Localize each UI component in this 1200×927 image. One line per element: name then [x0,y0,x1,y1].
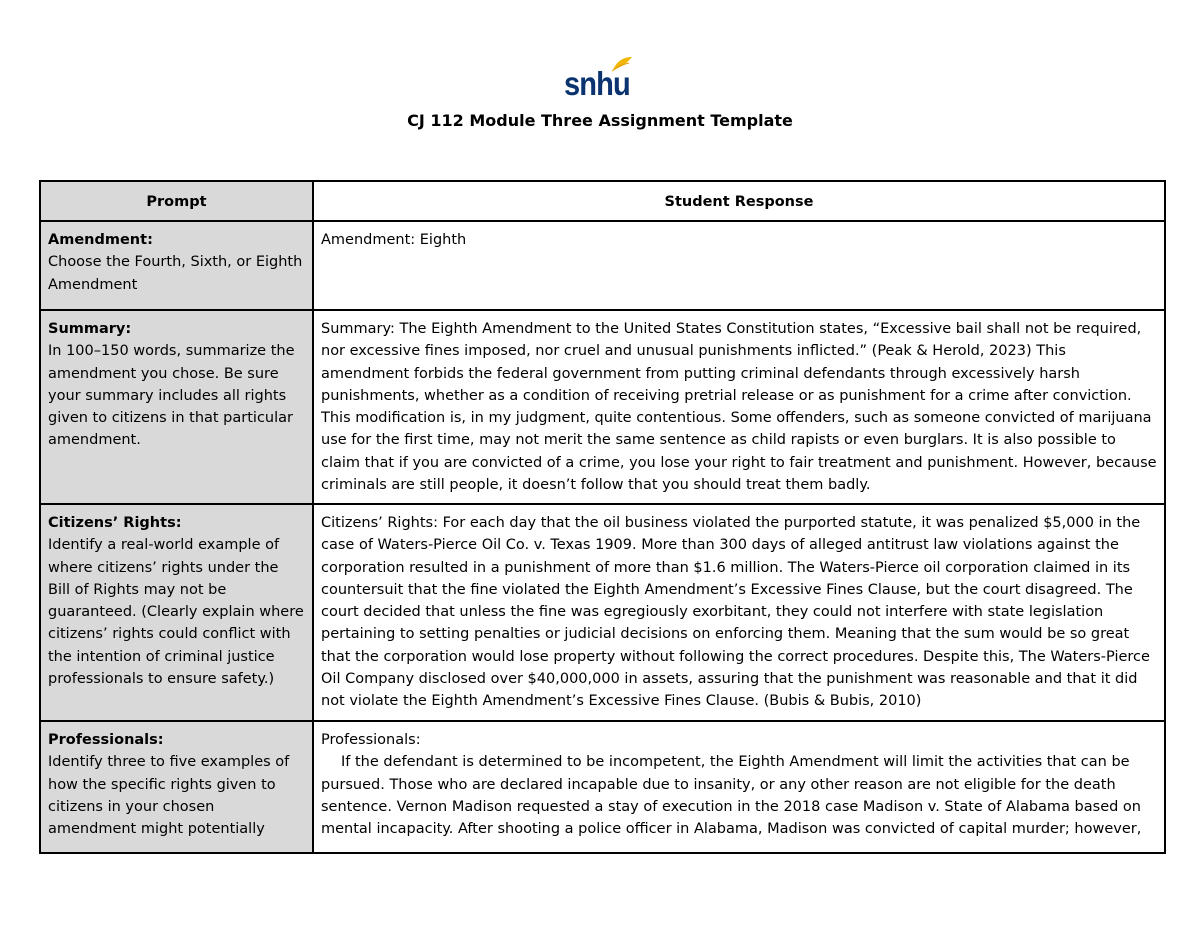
prompt-cell [40,221,313,310]
prompt-label: Citizens’ Rights: [48,515,182,531]
table-header-row [40,181,1165,221]
table-row-professionals [40,721,1165,853]
table-row-summary [40,310,1165,504]
prompt-label: Summary: [48,321,132,337]
response-cell [313,221,1165,310]
document-title: CJ 112 Module Three Assignment Template [407,111,793,130]
table-row-citizens-rights [40,504,1165,721]
prompt-label: Amendment: [48,232,153,248]
prompt-text: Identify a real-world example of where citizens’ rights under the Bill of Rights may not be guaranteed. (Clearly explain where citizens’ rights could conflict with the intention of criminal justice professionals to ensure safety.) [48,537,304,688]
response-text: Summary: The Eighth Amendment to the United States Constitution states, “Excessive bail shall not be required, nor excessive fines imposed, nor cruel and unusual punishments inflicted.” (Peak & Herold, 2023) This amendment forbids the federal government from putting criminal defendants through excessively harsh punishments, whether as a condition of receiving pretrial release or as punishment for a crime after conviction. This modification is, in my judgment, quite contentious. Some offenders, such as someone convicted of marijuana use for the first time, may not merit the same sentence as child rapists or even burglars. It is also possible to claim that if you are convicted of a crime, you lose your right to fair treatment and punishment. However, because criminals are still people, it doesn’t follow that you should treat them badly. [321,321,1157,494]
response-cell [313,504,1165,721]
response-cell [313,310,1165,504]
prompt-cell [40,310,313,504]
response-text: If the defendant is determined to be incompetent, the Eighth Amendment will limit the activities that can be pursued. Those who are declared incapable due to insanity, or any other reason are not eligible for the death sentence. Vernon Madison requested a stay of execution in the 2018 case Madison v. State of Alabama based on mental incapacity. After shooting a police officer in Alabama, Madison was convicted of capital murder; however, [321,754,1142,838]
response-cell [313,721,1165,853]
snhu-logo [564,56,636,104]
prompt-cell [40,504,313,721]
prompt-column-header: Prompt [40,181,313,221]
prompt-text: Choose the Fourth, Sixth, or Eighth Amendment [48,254,303,293]
response-text: Amendment: Eighth [321,232,467,248]
response-text: Citizens’ Rights: For each day that the oil business violated the purported statute, it was penalized $5,000 in the case of Waters-Pierce Oil Co. v. Texas 1909. More than 300 days of alleged antitrust law violations against the corporation resulted in a punishment of more than $1.6 million. The Waters-Pierce oil corporation claimed in its countersuit that the fine violated the Eighth Amendment’s Excessive Fines Clause, but the court disagreed. The court decided that unless the fine was egregiously exorbitant, they could not interfere with state legislation pertaining to setting penalties or judicial decisions on enforcing them. Meaning that the sum would be so great that the corporation would lose property without following the correct procedures. Despite this, The Waters-Pierce Oil Company disclosed over $40,000,000 in assets, assuring that the punishment was reasonable and that it did not violate the Eighth Amendment’s Excessive Fines Clause. (Bubis & Bubis, 2010) [321,515,1150,710]
prompt-label: Professionals: [48,732,164,748]
prompt-cell [40,721,313,853]
logo-wordmark: snhu [564,65,630,102]
table-row-amendment [40,221,1165,310]
prompt-text: In 100–150 words, summarize the amendment you chose. Be sure your summary includes all rights given to citizens in that particular amendment. [48,343,295,449]
response-heading: Professionals: [321,732,421,748]
assignment-table [39,180,1166,854]
response-column-header: Student Response [313,181,1165,221]
prompt-text: Identify three to five examples of how the specific rights given to citizens in your chosen amendment might potentially [48,754,290,838]
